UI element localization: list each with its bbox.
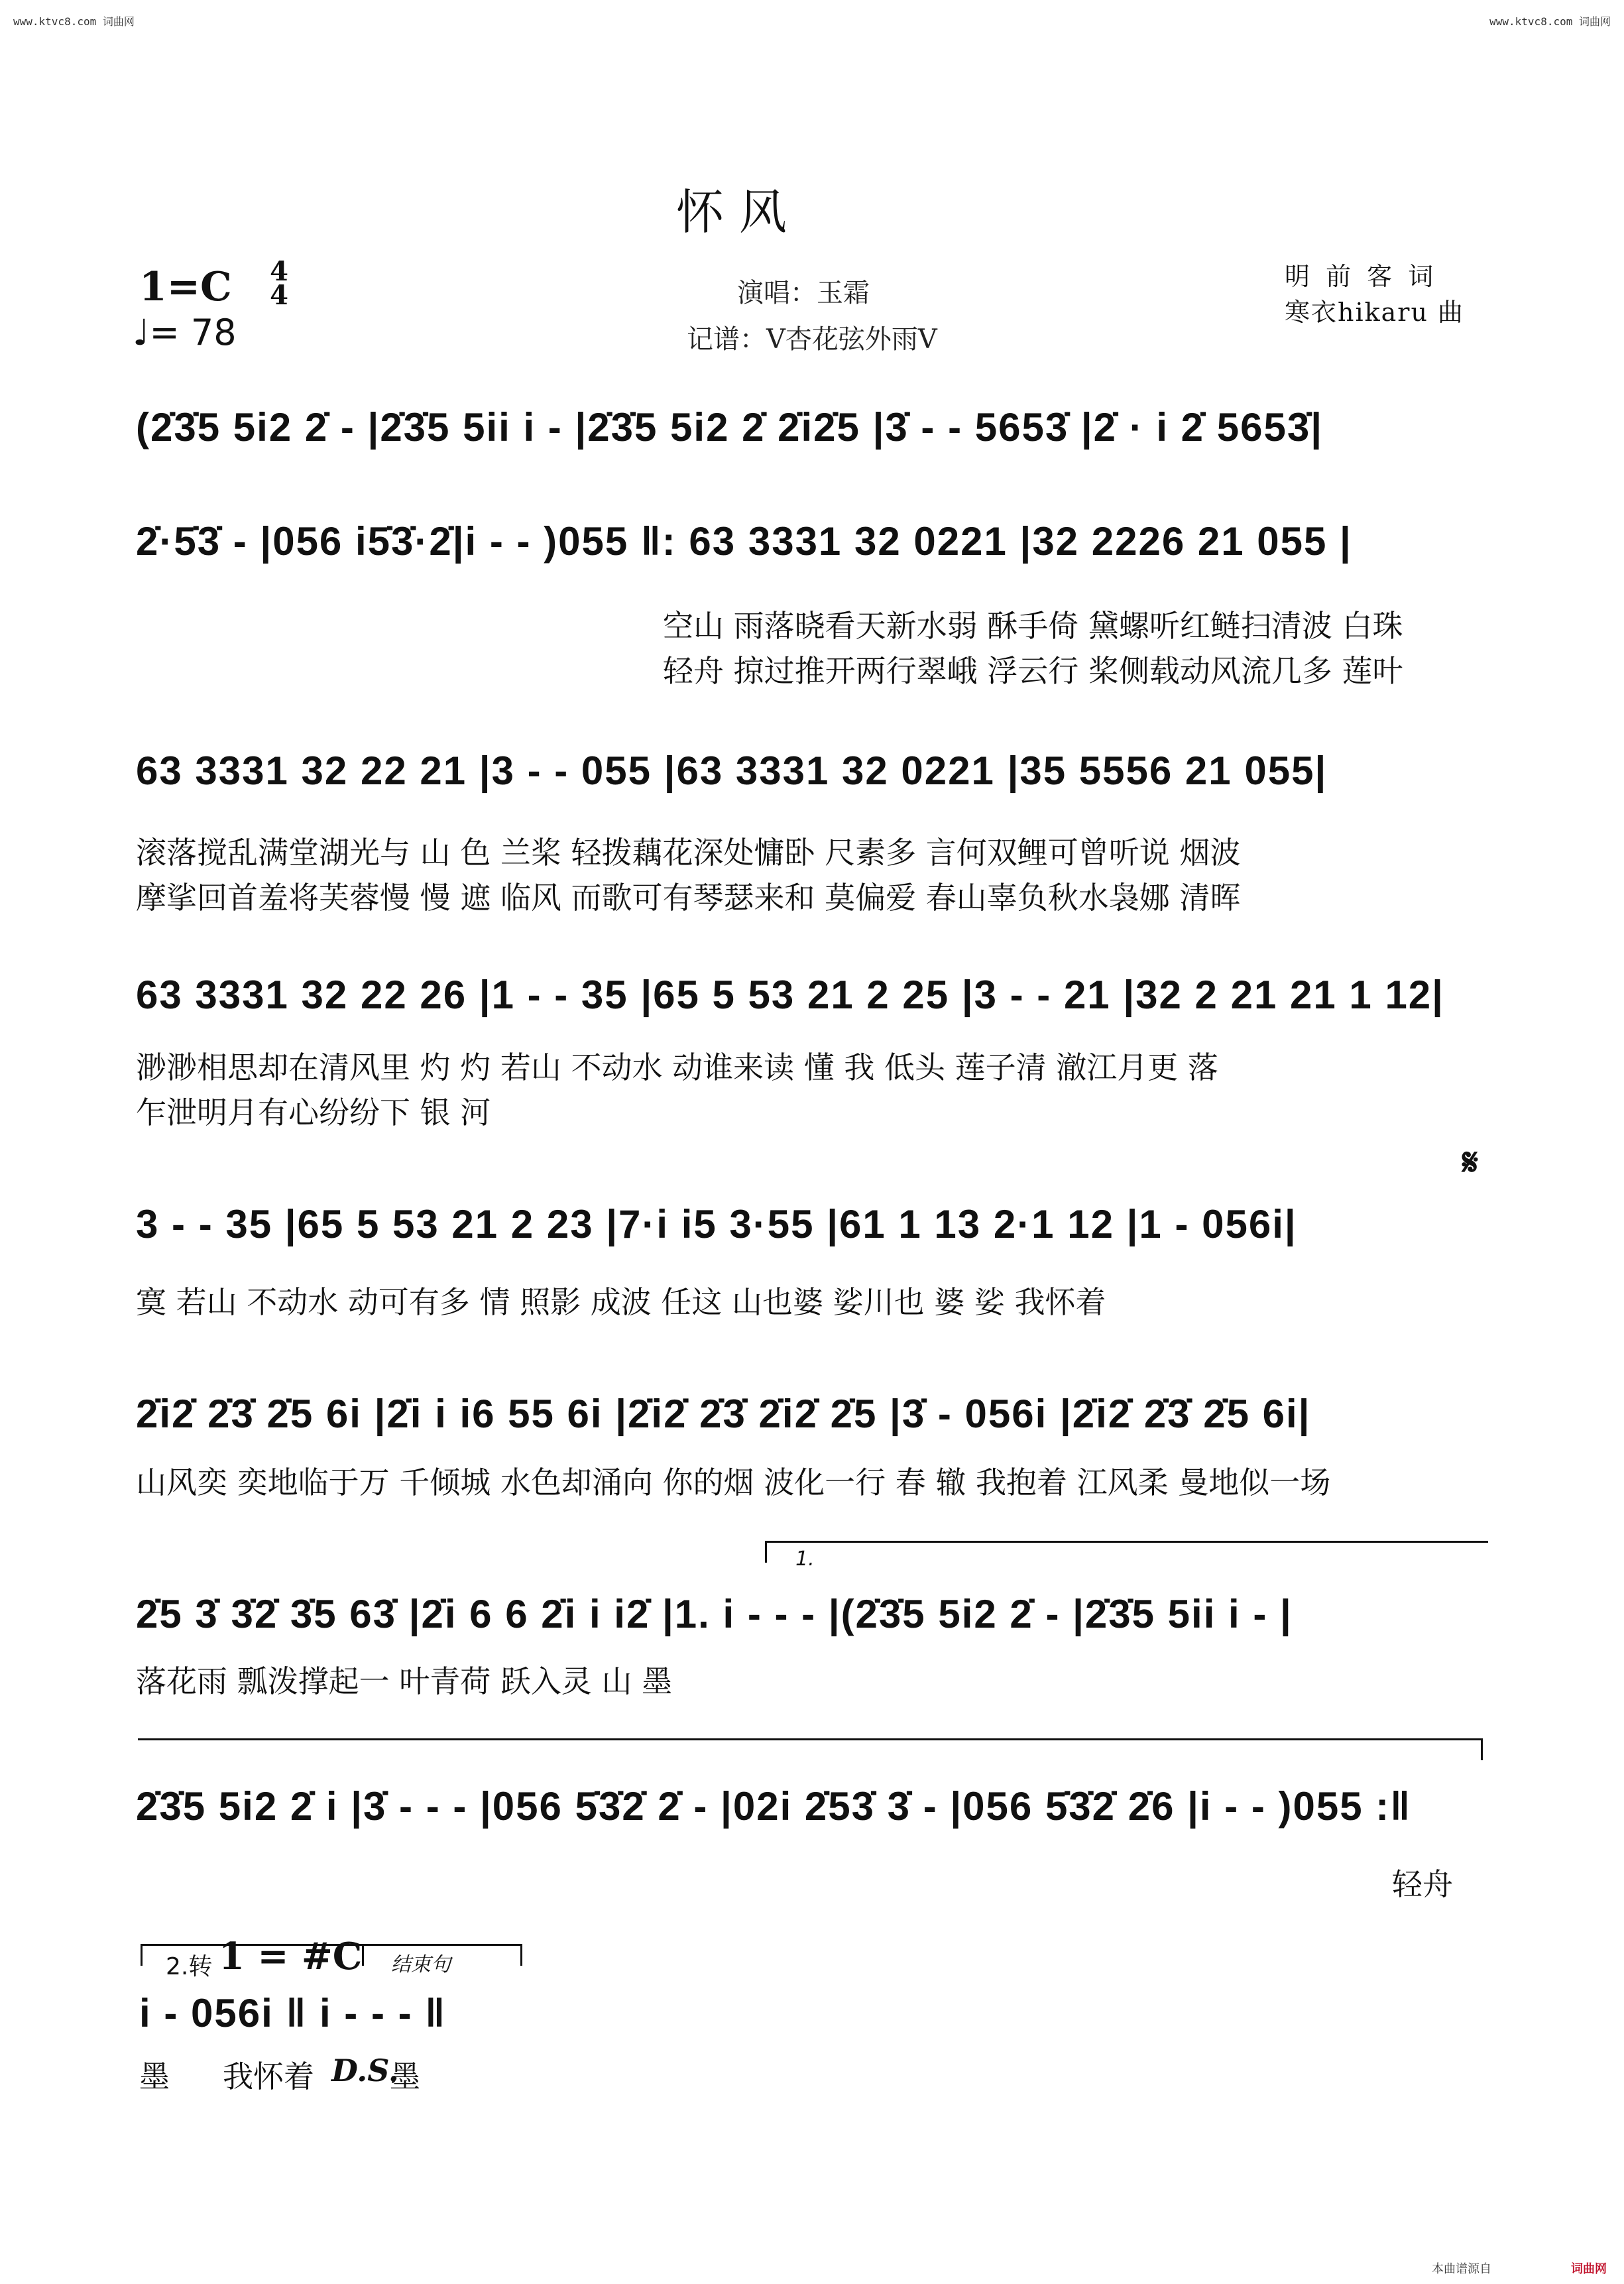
lyrics-line-7: 落花雨 瓢泼撑起一 叶青荷 跃入灵 山 墨 xyxy=(136,1663,673,1699)
key-signature: 1=C xyxy=(139,264,232,310)
site-mark-left: www.ktvc8.com 词曲网 xyxy=(13,15,135,28)
lyrics-line-2-verse-2: 轻舟 掠过推开两行翠峨 浮云行 桨侧载动风流几多 莲叶 xyxy=(663,653,1403,689)
staff-line-3: 63 3331 32 22 21 |3 - - 055 |63 3331 32 0221 |35 5556 21 055| xyxy=(136,749,1328,793)
footer-brand-logo: 词曲网 xyxy=(1571,2262,1607,2276)
lyrics-line-5: 寞 若山 不动水 动可有多 情 照影 成波 任这 山也婆 娑川也 婆 娑 我怀着 xyxy=(136,1284,1106,1320)
volta-bracket-1-continued xyxy=(138,1738,1483,1760)
lyrics-line-3-verse-1: 滚落搅乱满堂湖光与 山 色 兰桨 轻拨藕花深处慵卧 尺素多 言何双鲤可曾听说 烟波 xyxy=(136,835,1241,871)
transcriber-credit: 记谱：V杏花弦外雨V xyxy=(687,324,937,355)
volta-bracket-1 xyxy=(765,1541,1488,1563)
lyrics-line-4-verse-2: 乍泄明月有心纷纷下 银 河 xyxy=(136,1095,491,1130)
dal-segno-marking: D.S. xyxy=(331,2053,399,2088)
volta-2-label: 2.转 xyxy=(166,1953,213,1980)
staff-line-2: 2̇·5̇3̇ - |056 i5̇3̇·2̇|i - - )055 ‖: 63 3331 32 0221 |32 2226 21 055 | xyxy=(136,519,1352,564)
lyrics-line-9-c: 墨 xyxy=(390,2059,420,2094)
left-watermark-strip xyxy=(4,40,13,2228)
singer-credit: 演唱：玉霜 xyxy=(737,278,870,308)
lyricist-credit: 明 前 客 词 xyxy=(1285,262,1438,291)
staff-line-9: i - 056i ‖ i - - - ‖ xyxy=(139,1991,447,2035)
segno-icon: 𝄋 xyxy=(1462,1140,1479,1184)
time-signature-bottom: 4 xyxy=(270,280,288,311)
staff-line-1: (2̇3̇5 5i2 2̇ - |2̇3̇5 5ii i - |2̇3̇5 5i2 2̇ 2̇i2̇5 |3̇ - - 5653̇ |2̇ · i 2̇ 5653̇| xyxy=(136,405,1323,450)
site-mark-right: www.ktvc8.com 词曲网 xyxy=(1489,15,1611,28)
song-title: 怀 风 xyxy=(676,184,787,240)
staff-line-8: 2̇3̇5 5i2 2̇ i |3̇ - - - |056 5̇3̇2̇ 2̇ - |02i 2̇53̇ 3̇ - |056 5̇3̇2̇ 2̇6 |i - - )055 :‖ xyxy=(136,1784,1412,1829)
staff-line-5: 3 - - 35 |65 5 53 21 2 23 |7·i i5 3·55 |61 1 13 2·1 12 |1 - 056i| xyxy=(136,1202,1297,1246)
modulation-key: 1 = #C xyxy=(219,1935,363,1978)
staff-line-4: 63 3331 32 22 26 |1 - - 35 |65 5 53 21 2 25 |3 - - 21 |32 2 21 21 1 12| xyxy=(136,973,1444,1017)
lyrics-line-2-verse-1: 空山 雨落晓看天新水弱 酥手倚 黛螺听红鲢扫清波 白珠 xyxy=(663,608,1403,644)
tempo-marking xyxy=(133,312,237,353)
coda-label: 结束句 xyxy=(391,1953,451,1976)
lyrics-line-9-a: 墨 xyxy=(139,2059,170,2094)
staff-line-6: 2̇i2̇ 2̇3̇ 2̇5 6i |2̇i i i6 55 6i |2̇i2̇ 2̇3̇ 2̇i2̇ 2̇5 |3̇ - 056i |2̇i2̇ 2̇3̇ 2̇5 6i| xyxy=(136,1392,1311,1436)
footer-source: 本曲谱源自 xyxy=(1432,2262,1491,2276)
time-signature xyxy=(262,256,296,311)
lyrics-line-9-b: 我怀着 xyxy=(223,2059,314,2094)
lyrics-line-6: 山风奕 奕地临于万 千倾城 水色却涌向 你的烟 波化一行 春 辙 我抱着 江风柔 曼地似一场 xyxy=(136,1465,1331,1500)
staff-line-7: 2̇5 3̇ 3̇2̇ 3̇5 63̇ |2̇i 6 6 2̇i i i2̇ |1. i - - - |(2̇3̇5 5i2 2̇ - |2̇3̇5 5ii i - | xyxy=(136,1592,1293,1636)
composer-credit: 寒衣hikaru 曲 xyxy=(1285,298,1465,327)
right-watermark-strip xyxy=(1611,40,1620,2228)
time-signature-top: 4 xyxy=(270,256,288,287)
lyrics-line-3-verse-2: 摩挲回首羞将芙蓉慢 慢 遮 临风 而歌可有琴瑟来和 莫偏爱 春山辜负秋水袅娜 清晖 xyxy=(136,880,1241,916)
volta-1-label: 1. xyxy=(795,1547,815,1571)
lyrics-line-8: 轻舟 xyxy=(1392,1866,1453,1902)
quarter-note-icon: ♩ xyxy=(133,312,150,353)
lyrics-line-4-verse-1: 渺渺相思却在清风里 灼 灼 若山 不动水 动谁来读 懂 我 低头 莲子清 澈江月更 落 xyxy=(136,1050,1218,1085)
tempo-value: = 78 xyxy=(149,312,237,353)
